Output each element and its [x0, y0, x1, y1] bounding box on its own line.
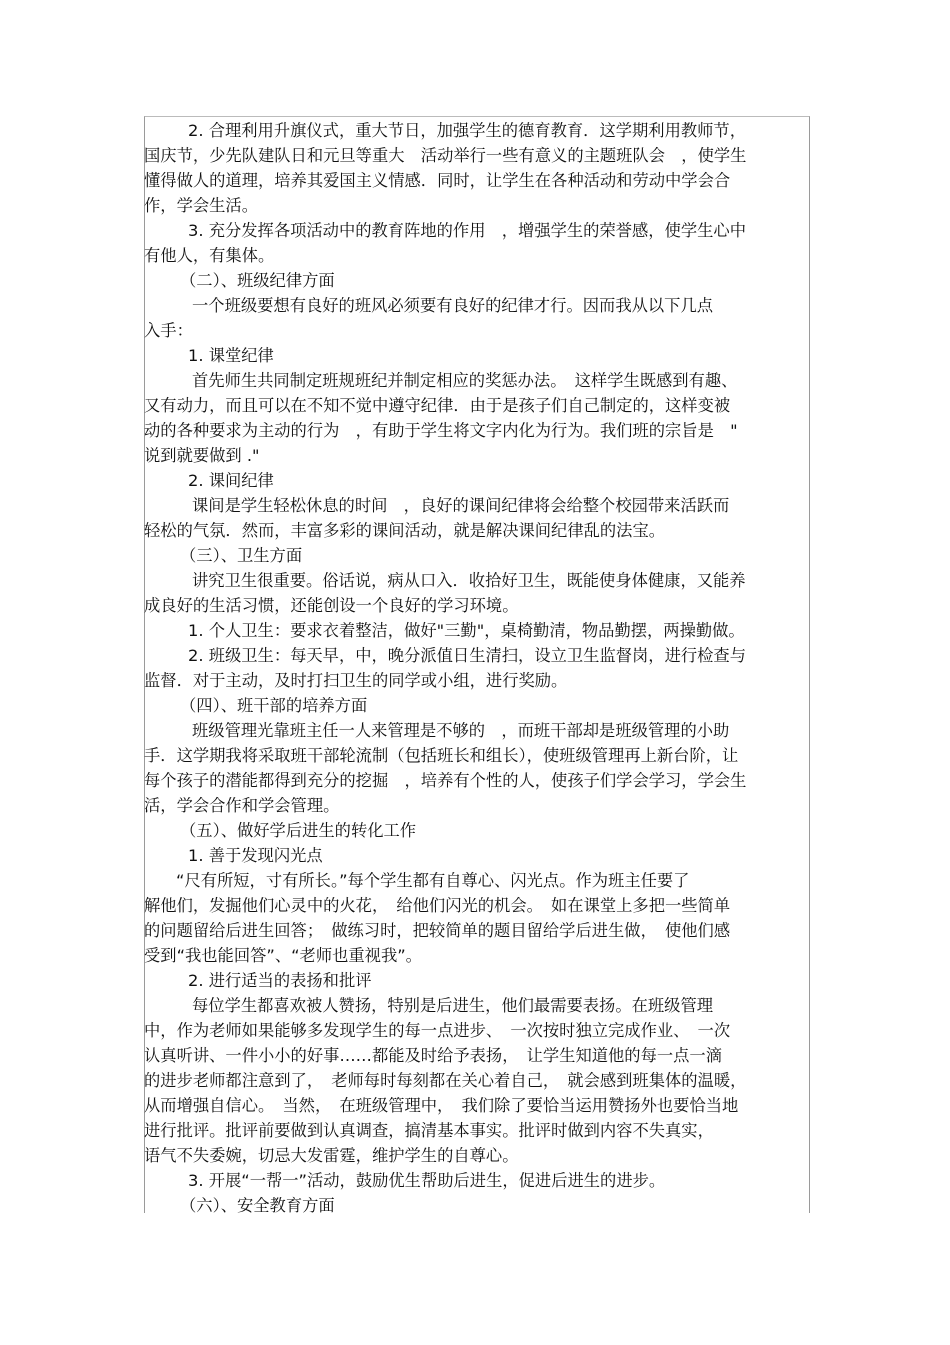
text-line: 班级管理光靠班主任一人来管理是不够的 ，而班干部却是班级管理的小助	[192, 721, 730, 740]
text-line: （六）、安全教育方面	[180, 1196, 335, 1215]
text-line: 有他人，有集体。	[144, 246, 275, 265]
text-line: 1. 课堂纪律	[188, 346, 274, 365]
text-line: 轻松的气氛．然而，丰富多彩的课间活动，就是解决课间纪律乱的法宝。	[144, 521, 666, 540]
text-line: 每个孩子的潜能都得到充分的挖掘 ，培养有个性的人，使孩子们学会学习，学会生	[144, 771, 747, 790]
text-line: 认真听讲、一件小小的好事……都能及时给予表扬， 让学生知道他的每一点一滴	[144, 1046, 722, 1065]
text-line: 国庆节，少先队建队日和元旦等重大 活动举行一些有意义的主题班队会 ，使学生	[144, 146, 747, 165]
text-line: 的进步老师都注意到了， 老师每时每刻都在关心着自己， 就会感到班集体的温暖，	[144, 1071, 747, 1090]
text-line: 说到就要做到 ."	[144, 446, 260, 465]
text-line: 语气不失委婉，切忌大发雷霆，维护学生的自尊心。	[144, 1146, 519, 1165]
text-line: 2. 课间纪律	[188, 471, 274, 490]
text-line: 动的各种要求为主动的行为 ，有助于学生将文字内化为行为。我们班的宗旨是 "	[144, 421, 738, 440]
text-line: 活，学会合作和学会管理。	[144, 796, 340, 815]
text-line: （三）、卫生方面	[180, 546, 303, 565]
text-line: 进行批评。批评前要做到认真调查，搞清基本事实。批评时做到内容不失真实，	[144, 1121, 714, 1140]
text-line: 监督．对于主动，及时打扫卫生的同学或小组，进行奖励。	[144, 671, 568, 690]
text-line: 入手：	[144, 321, 193, 340]
text-line: 3. 充分发挥各项活动中的教育阵地的作用 ，增强学生的荣誉感，使学生心中	[188, 221, 746, 240]
text-line: 解他们，发掘他们心灵中的火花， 给他们闪光的机会。 如在课堂上多把一些简单	[144, 896, 731, 915]
text-line: 课间是学生轻松休息的时间 ，良好的课间纪律将会给整个校园带来活跃而	[192, 496, 730, 515]
document-body	[144, 118, 806, 1218]
text-line: 作，学会生活。	[144, 196, 258, 215]
text-line: 2. 班级卫生：每天早，中，晚分派值日生清扫，设立卫生监督岗，进行检查与	[188, 646, 746, 665]
text-line: 的问题留给后进生回答； 做练习时，把较简单的题目留给学后进生做， 使他们感	[144, 921, 731, 940]
text-line: 1. 个人卫生：要求衣着整洁，做好"三勤"，桌椅勤清，物品勤摆，两操勤做。	[188, 621, 745, 640]
text-line: 成良好的生活习惯，还能创设一个良好的学习环境。	[144, 596, 519, 615]
text-line: 每位学生都喜欢被人赞扬，特别是后进生，他们最需要表扬。在班级管理	[192, 996, 714, 1015]
text-line: 手．这学期我将采取班干部轮流制（包括班长和组长），使班级管理再上新台阶，让	[144, 746, 739, 765]
text-line: 从而增强自信心。 当然， 在班级管理中， 我们除了要恰当运用赞扬外也要恰当地	[144, 1096, 739, 1115]
text-line: 又有动力，而且可以在不知不觉中遵守纪律．由于是孩子们自己制定的，这样变被	[144, 396, 731, 415]
text-line: 2. 进行适当的表扬和批评	[188, 971, 372, 990]
text-line: 1. 善于发现闪光点	[188, 846, 323, 865]
text-line: 首先师生共同制定班规班纪并制定相应的奖惩办法。 这样学生既感到有趣、	[192, 371, 738, 390]
text-line: 一个班级要想有良好的班风必须要有良好的纪律才行。因而我从以下几点	[192, 296, 714, 315]
text-line: 2. 合理利用升旗仪式，重大节日，加强学生的德育教育．这学期利用教师节，	[188, 121, 746, 140]
text-line: “尺有所短，寸有所长。”每个学生都有自尊心、闪光点。作为班主任要了	[176, 871, 690, 890]
text-line: 受到“我也能回答”、“老师也重视我”。	[144, 946, 422, 965]
text-line: （四）、班干部的培养方面	[180, 696, 368, 715]
text-line: 讲究卫生很重要。俗话说，病从口入．收拾好卫生，既能使身体健康，又能养	[192, 571, 746, 590]
text-line: （五）、做好学后进生的转化工作	[180, 821, 417, 840]
text-line: 3. 开展“一帮一”活动，鼓励优生帮助后进生，促进后进生的进步。	[188, 1171, 666, 1190]
text-line: 懂得做人的道理，培养其爱国主义情感．同时，让学生在各种活动和劳动中学会合	[144, 171, 731, 190]
text-line: 中，作为老师如果能够多发现学生的每一点进步、 一次按时独立完成作业、 一次	[144, 1021, 731, 1040]
text-line: （二）、班级纪律方面	[180, 271, 335, 290]
